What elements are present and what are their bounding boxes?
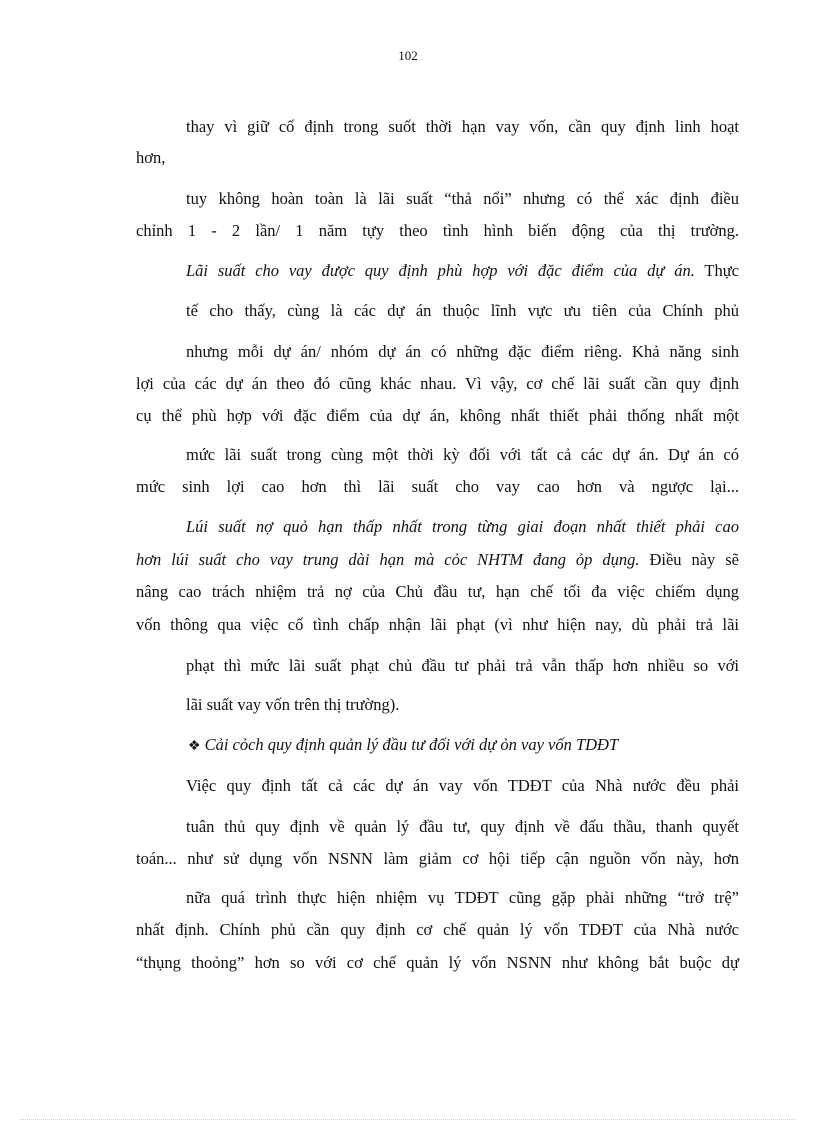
- text-line: [186, 260, 739, 282]
- text-line: lợi của các dự án theo đó cũng khác nhau. Vì vậy, cơ chế lãi suất cần quy định: [136, 374, 739, 393]
- text-line: mức sinh lợi cao hơn thì lãi suất cho vay cao hơn và ngược lại...: [136, 477, 739, 496]
- text-line: mức lãi suất trong cùng một thời kỳ đối với tất cả các dự án. Dự án có: [186, 445, 739, 464]
- text-line: chỉnh 1 - 2 lần/ 1 năm tựy theo tình hình biến động của thị trường.: [136, 221, 739, 240]
- text-line: toán... như sử dụng vốn NSNN làm giảm cơ hội tiếp cận nguồn vốn này, hơn: [136, 849, 739, 868]
- text-line: nâng cao trách nhiệm trả nợ của Chủ đầu tư, hạn chế tối đa việc chiếm dụng: [136, 582, 739, 601]
- text-line: nhất định. Chính phủ cần quy định cơ chế quản lý vốn TDĐT của Nhà nước: [136, 920, 739, 939]
- text-line: thay vì giữ cố định trong suốt thời hạn vay vốn, cần quy định linh hoạt: [186, 117, 739, 136]
- italic-run: hơn lúi suất cho vay trung dài hạn mà cỏc NHTM đang ỏp dụng.: [136, 550, 640, 569]
- text-line: “thụng thoỏng” hơn so với cơ chế quản lý vốn NSNN như không bắt buộc dự: [136, 953, 739, 972]
- text-line: nữa quá trình thực hiện nhiệm vụ TDĐT cũng gặp phải những “trở trệ”: [186, 888, 739, 907]
- italic-run: Lãi suất cho vay được quy định phù hợp với đặc điểm của dự án.: [186, 261, 695, 280]
- footer-divider: [20, 1119, 796, 1120]
- text-line: Lúi suất nợ quỏ hạn thấp nhất trong từng giai đoạn nhất thiết phải cao: [186, 517, 739, 536]
- text-line: phạt thì mức lãi suất phạt chủ đầu tư phải trả vẫn thấp hơn nhiều so với: [186, 656, 739, 675]
- section-heading: [188, 734, 618, 758]
- text-run: Thực: [694, 261, 739, 280]
- text-line: tế cho thấy, cùng là các dự án thuộc lĩnh vực ưu tiên của Chính phủ: [186, 301, 739, 320]
- text-line: cụ thể phù hợp với đặc điểm của dự án, không nhất thiết phải thống nhất một: [136, 406, 739, 425]
- heading-text: Cải cỏch quy định quản lý đầu tư đối với dự ỏn vay vốn TDĐT: [204, 735, 619, 754]
- text-line: tuy không hoàn toàn là lãi suất “thả nổi” nhưng có thể xác định điều: [186, 189, 739, 208]
- text-line: lãi suất vay vốn trên thị trường).: [186, 695, 400, 714]
- text-line: nhưng mỗi dự án/ nhóm dự án có những đặc điểm riêng. Khả năng sinh: [186, 342, 739, 361]
- text-line: tuân thủ quy định về quản lý đầu tư, quy định về đấu thầu, thanh quyết: [186, 817, 739, 836]
- text-line: Việc quy định tất cả các dự án vay vốn TDĐT của Nhà nước đều phải: [186, 776, 739, 795]
- text-line: vốn thông qua việc cố tình chấp nhận lãi phạt (vì như hiện nay, dù phải trả lãi: [136, 615, 739, 634]
- text-line: [136, 549, 739, 571]
- page-number: 102: [398, 48, 418, 63]
- text-line: hơn,: [136, 148, 166, 167]
- text-run: Điều này sẽ: [639, 550, 739, 569]
- diamond-bullet-icon: ❖: [188, 739, 201, 754]
